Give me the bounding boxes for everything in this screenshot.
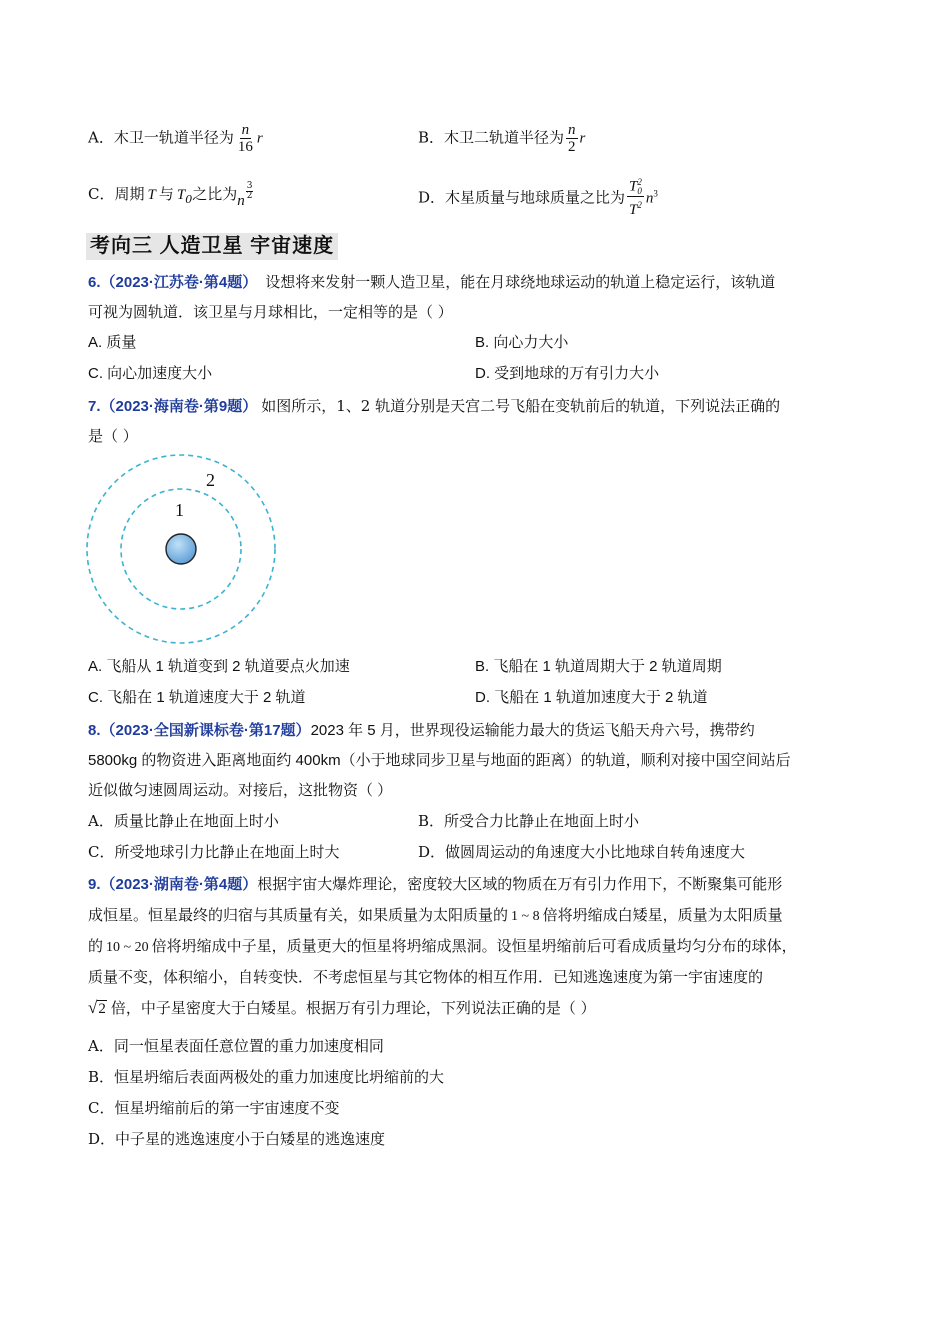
q8-option-a[interactable]: A．质量比静止在地面上时小 bbox=[88, 812, 279, 830]
orbit-1-label: 1 bbox=[175, 500, 184, 520]
sqrt-sign: √ bbox=[88, 998, 98, 1017]
q5-option-a[interactable]: A．木卫一轨道半径为 $\frac{n}{16}$ r bbox=[88, 122, 263, 155]
q5-option-a-fraction: $\frac{n}{16}$ bbox=[237, 122, 253, 155]
q7-option-b[interactable]: B. 飞船在 1 轨道周期大于 2 轨道周期 bbox=[475, 658, 722, 675]
q8-option-d[interactable]: D．做圆周运动的角速度大小比地球自转角速度大 bbox=[418, 843, 746, 861]
q5-option-c[interactable]: C．周期 T 与 $T_0$之比为n $\frac{3}{2}$ bbox=[88, 181, 253, 209]
q9-header: 9.（2023·湖南卷·第4题） bbox=[88, 876, 258, 893]
earth-icon bbox=[166, 534, 196, 564]
q5-option-b-fraction: $\frac{n}{2}$ bbox=[568, 122, 576, 155]
q7-header: 7.（2023·海南卷·第9题） bbox=[88, 398, 258, 415]
q5-option-d[interactable]: D．木星质量与地球质量之比为 T 2 0 $T^2$ $n^3$ bbox=[418, 177, 658, 218]
q8-option-b[interactable]: B．所受合力比静止在地面上时小 bbox=[418, 812, 640, 830]
q9-option-b[interactable]: B．恒星坍缩后表面两极处的重力加速度比坍缩前的大 bbox=[88, 1068, 445, 1086]
q5-option-a-text: A．木卫一轨道半径为 bbox=[88, 128, 234, 147]
q7-stem-line2: 是（ ） bbox=[88, 427, 138, 445]
q5-option-b-text: B．木卫二轨道半径为 bbox=[418, 128, 565, 147]
q9-stem-line3: 的 10 ~ 20 倍将坍缩成中子星，质量更大的恒星将坍缩成黑洞。设恒星坍缩前后可看成质量均匀分布的球体， bbox=[88, 937, 797, 955]
section-title: 考向三 人造卫星 宇宙速度 bbox=[86, 233, 338, 260]
q7-stem-line1: 7.（2023·海南卷·第9题） 如图所示，1、2 轨道分别是天宫二号飞船在变轨前后的轨道，下列说法正确的 bbox=[88, 397, 781, 415]
q8-stem-line1: 8.（2023·全国新课标卷·第17题）2023 年 5 月，世界现役运输能力最大的货运飞船天舟六号，携带约 bbox=[88, 722, 755, 739]
q9-option-c[interactable]: C．恒星坍缩前后的第一宇宙速度不变 bbox=[88, 1099, 340, 1117]
q9-option-d[interactable]: D．中子星的逃逸速度小于白矮星的逃逸速度 bbox=[88, 1130, 386, 1148]
q6-stem-line2: 可视为圆轨道．该卫星与月球相比，一定相等的是（ ） bbox=[88, 303, 453, 321]
q7-option-d[interactable]: D. 飞船在 1 轨道加速度大于 2 轨道 bbox=[475, 689, 708, 706]
q8-header: 8.（2023·全国新课标卷·第17题） bbox=[88, 722, 311, 739]
q6-option-c[interactable]: C. 向心加速度大小 bbox=[88, 365, 213, 382]
q9-stem-line2: 成恒星。恒星最终的归宿与其质量有关，如果质量为太阳质量的 1 ~ 8 倍将坍缩成白矮星，质量为太阳质量 bbox=[88, 906, 783, 924]
q5-option-c-exponent: $\frac{3}{2}$ bbox=[246, 181, 253, 201]
q5-option-d-fraction: T 2 0 $T^2$ bbox=[629, 177, 642, 218]
q6-option-d[interactable]: D. 受到地球的万有引力大小 bbox=[475, 365, 660, 382]
orbit-diagram bbox=[80, 450, 285, 650]
q6-option-a[interactable]: A. 质量 bbox=[88, 334, 137, 351]
q8-option-c[interactable]: C．所受地球引力比静止在地面上时大 bbox=[88, 843, 340, 861]
q6-option-b[interactable]: B. 向心力大小 bbox=[475, 334, 569, 351]
sqrt-radicand: 2 bbox=[98, 1001, 106, 1017]
orbit-2-label: 2 bbox=[206, 470, 215, 490]
q8-stem-line3: 近似做匀速圆周运动。对接后，这批物资（ ） bbox=[88, 782, 393, 799]
q6-stem-line1: 6.（2023·江苏卷·第4题） 设想将来发射一颗人造卫星，能在月球绕地球运动的轨道上稳定运行，该轨道 bbox=[88, 273, 776, 291]
q7-option-c[interactable]: C. 飞船在 1 轨道速度大于 2 轨道 bbox=[88, 689, 306, 706]
q9-option-a[interactable]: A．同一恒星表面任意位置的重力加速度相同 bbox=[88, 1037, 384, 1055]
q6-header: 6.（2023·江苏卷·第4题） bbox=[88, 274, 258, 291]
q9-stem-line5: √2 倍，中子星密度大于白矮星。根据万有引力理论，下列说法正确的是（ ） bbox=[88, 998, 596, 1017]
q9-stem-line4: 质量不变，体积缩小，自转变快．不考虑恒星与其它物体的相互作用．已知逃逸速度为第一宇宙速度的 bbox=[88, 968, 764, 986]
q8-stem-line2: 5800kg 的物资进入距离地面约 400km（小于地球同步卫星与地面的距离）的轨道，顺利对接中国空间站后 bbox=[88, 752, 791, 769]
q9-stem-line1: 9.（2023·湖南卷·第4题）根据宇宙大爆炸理论，密度较大区域的物质在万有引力作用下，不断聚集可能形 bbox=[88, 875, 783, 893]
q7-option-a[interactable]: A. 飞船从 1 轨道变到 2 轨道要点火加速 bbox=[88, 658, 350, 675]
q5-option-b[interactable]: B．木卫二轨道半径为 $\frac{n}{2}$ r bbox=[418, 122, 586, 155]
